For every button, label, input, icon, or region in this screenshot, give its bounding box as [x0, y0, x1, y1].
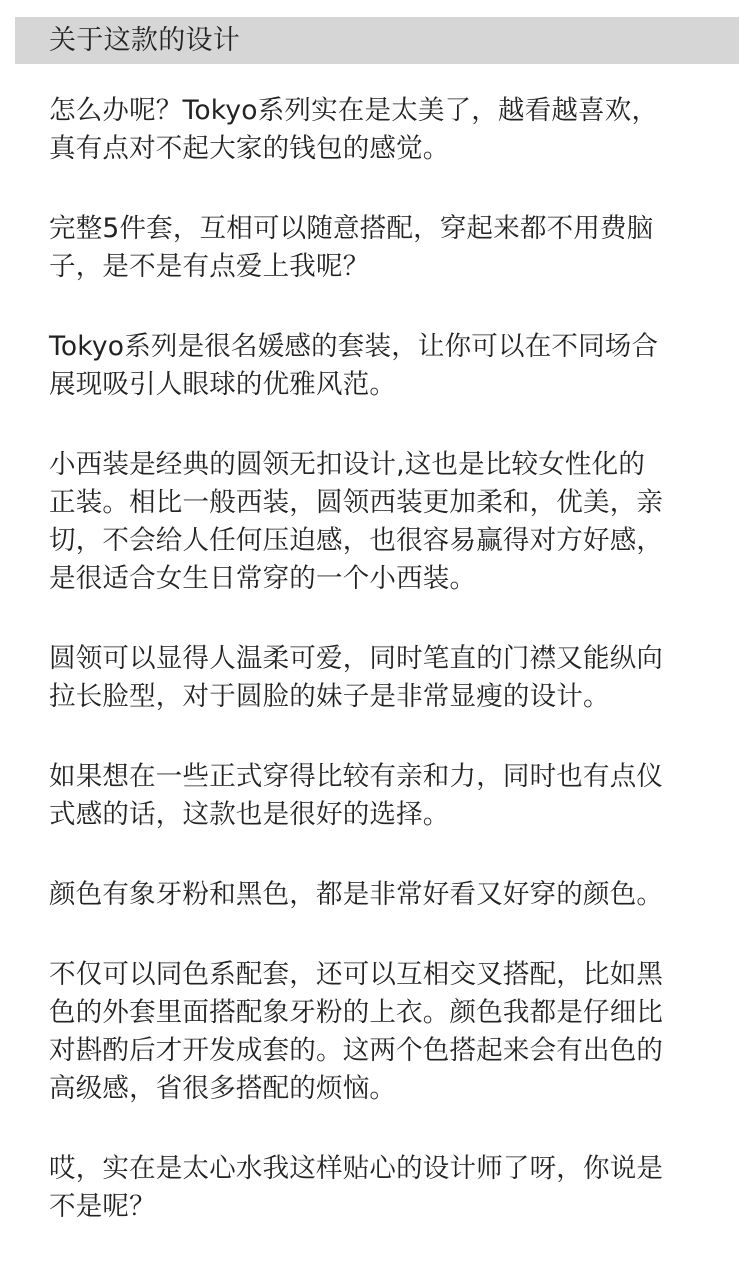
paragraph-line: 拉长脸型，对于圆脸的妹子是非常显瘦的设计。: [49, 681, 610, 712]
paragraph-line: 小西装是经典的圆领无扣设计,这也是比较女性化的: [49, 449, 646, 480]
paragraph-line: 完整5件套，互相可以随意搭配，穿起来都不用费脑: [49, 213, 654, 244]
paragraph: [49, 92, 719, 168]
paragraph-line: 颜色有象牙粉和黑色，都是非常好看又好穿的颜色。: [49, 879, 664, 910]
paragraph-line: 色的外套里面搭配象牙粉的上衣。颜色我都是仔细比: [49, 997, 664, 1028]
paragraph: [49, 758, 719, 834]
paragraph: [49, 328, 719, 404]
paragraph-line: 真有点对不起大家的钱包的感觉。: [49, 133, 450, 164]
paragraph-line: 哎，实在是太心水我这样贴心的设计师了呀，你说是: [49, 1153, 664, 1184]
paragraph: [49, 956, 719, 1108]
paragraph-line: 切，不会给人任何压迫感，也很容易赢得对方好感，: [49, 525, 664, 556]
paragraph-line: 展现吸引人眼球的优雅风范。: [49, 369, 397, 400]
article-body: [49, 92, 719, 1268]
paragraph: [49, 446, 719, 598]
paragraph-line: 怎么办呢？Tokyo系列实在是太美了，越看越喜欢，: [49, 95, 659, 126]
paragraph: [49, 640, 719, 716]
paragraph-line: 高级感，省很多搭配的烦恼。: [49, 1073, 397, 1104]
paragraph: [49, 876, 719, 914]
section-header: [15, 17, 739, 64]
paragraph-line: 是很适合女生日常穿的一个小西装。: [49, 563, 477, 594]
paragraph-line: 正装。相比一般西装，圆领西装更加柔和，优美，亲: [49, 487, 664, 518]
paragraph-line: Tokyo系列是很名媛感的套装，让你可以在不同场合: [49, 331, 659, 362]
section-title: 关于这款的设计: [49, 25, 241, 56]
paragraph-line: 圆领可以显得人温柔可爱，同时笔直的门襟又能纵向: [49, 643, 664, 674]
paragraph-line: 子，是不是有点爱上我呢？: [49, 251, 370, 282]
paragraph-line: 如果想在一些正式穿得比较有亲和力，同时也有点仪: [49, 761, 664, 792]
paragraph: [49, 1150, 719, 1226]
paragraph-line: 不仅可以同色系配套，还可以互相交叉搭配，比如黑: [49, 959, 664, 990]
paragraph-line: 对斟酌后才开发成套的。这两个色搭起来会有出色的: [49, 1035, 664, 1066]
paragraph-line: 式感的话，这款也是很好的选择。: [49, 799, 450, 830]
paragraph: [49, 210, 719, 286]
paragraph-line: 不是呢？: [49, 1191, 156, 1222]
